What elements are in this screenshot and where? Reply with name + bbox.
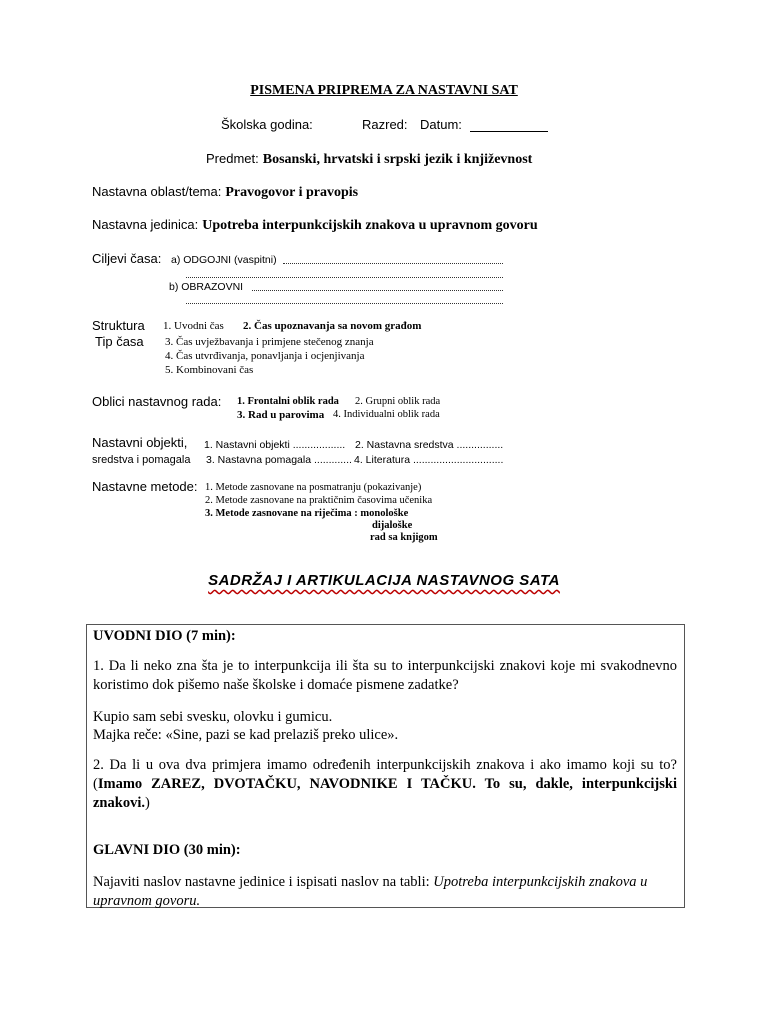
content-box (86, 624, 685, 908)
intro-question: 2. Da li u ova dva primjera imamo određenih interpunkcijskih znakova i ako imamo koji su to? ( (93, 757, 677, 792)
method-1: 1. Metode zasnovane na posmatranju (pokazivanje) (205, 482, 422, 493)
work-form-2: 2. Grupni oblik rada (355, 396, 441, 407)
structure-item-5: 5. Kombinovani čas (165, 364, 254, 376)
topic-label: Nastavna oblast/tema: (92, 184, 222, 199)
subject-value: Bosanski, hrvatski i srpski jezik i književnost (262, 152, 533, 167)
objects-label-2: sredstva i pomagala (92, 454, 191, 466)
intro-paragraph-2 (93, 756, 677, 813)
intro-answer: Imamo ZAREZ, DVOTAČKU, NAVODNIKE I TAČKU. To su, dakle, interpunkcijski znakovi. (93, 776, 677, 811)
main-lesson-title: Upotreba interpunkcijskih znakova u upravnom govoru. (93, 874, 648, 909)
objects-item-2: 2. Nastavna sredstva ................ (355, 439, 504, 451)
structure-item-3: 3. Čas uvježbavanja i primjene stečenog znanja (165, 336, 374, 348)
objects-item-4: 4. Literatura ............................... (354, 454, 504, 466)
work-form-3: 3. Rad u parovima (237, 409, 325, 421)
work-form-4: 4. Individualni oblik rada (333, 409, 440, 420)
methods-label: Nastavne metode: (92, 479, 198, 494)
example-sentence-2: Majka reče: «Sine, pazi se kad prelaziš preko ulice». (93, 727, 399, 743)
goals-label: Ciljevi časa: (92, 251, 162, 266)
structure-item-1: 1. Uvodni čas (163, 320, 224, 332)
goal-a: a) ODGOJNI (vaspitni) (171, 254, 277, 266)
work-forms-label: Oblici nastavnog rada: (92, 394, 222, 409)
goal-a-dots (283, 263, 503, 264)
subject-line (206, 150, 532, 168)
unit-label: Nastavna jedinica: (92, 217, 199, 232)
structure-label: Struktura (92, 318, 145, 333)
example-sentence-1: Kupio sam sebi svesku, olovku i gumicu. (93, 709, 333, 725)
date-blank (470, 131, 548, 132)
topic-value: Pravogovor i pravopis (225, 185, 359, 200)
main-paragraph (93, 873, 677, 911)
objects-item-3: 3. Nastavna pomagala ............. (206, 454, 352, 466)
unit-value: Upotreba interpunkcijskih znakova u upravnom govoru (202, 218, 538, 233)
subject-label: Predmet: (206, 151, 259, 166)
date-label: Datum: (420, 117, 462, 132)
method-3-book: rad sa knjigom (370, 532, 438, 543)
school-year-label: Školska godina: (221, 117, 313, 132)
unit-line (92, 216, 538, 234)
section-title: SADRŽAJ I ARTIKULACIJA NASTAVNOG SATA (208, 572, 560, 589)
page-title: PISMENA PRIPREMA ZA NASTAVNI SAT (250, 83, 518, 98)
goal-b-dots (252, 290, 503, 291)
class-label: Razred: (362, 117, 408, 132)
lesson-type-label: Tip časa (95, 334, 144, 349)
intro-paragraph-1: 1. Da li neko zna šta je to interpunkcija ili šta su to interpunkcijski znakovi koje mi svakodnevno koristimo dok pišemo naše školske i domaće pismene zadatke? (93, 658, 677, 693)
goal-a-dots-2 (186, 277, 503, 278)
objects-item-1: 1. Nastavni objekti .................. (204, 439, 346, 451)
main-instruction: Najaviti naslov nastavne jedinice i ispisati naslov na tabli: (93, 874, 434, 890)
work-form-1: 1. Frontalni oblik rada (237, 396, 339, 407)
topic-line (92, 183, 358, 201)
method-2: 2. Metode zasnovane na praktičnim časovima učenika (205, 495, 433, 506)
goal-b: b) OBRAZOVNI (169, 281, 244, 293)
intro-heading: UVODNI DIO (7 min): (93, 628, 236, 644)
goal-b-dots-2 (186, 303, 503, 304)
objects-label: Nastavni objekti, (92, 435, 188, 450)
structure-item-4: 4. Čas utvrđivanja, ponavljanja i ocjenjivanja (165, 350, 365, 362)
main-heading: GLAVNI DIO (30 min): (93, 842, 241, 858)
method-3-dialog: dijaloške (372, 520, 413, 531)
structure-item-2: 2. Čas upoznavanja sa novom građom (243, 320, 422, 332)
intro-close-paren: ) (144, 795, 150, 811)
method-3: 3. Metode zasnovane na riječima : monološke (205, 508, 409, 519)
